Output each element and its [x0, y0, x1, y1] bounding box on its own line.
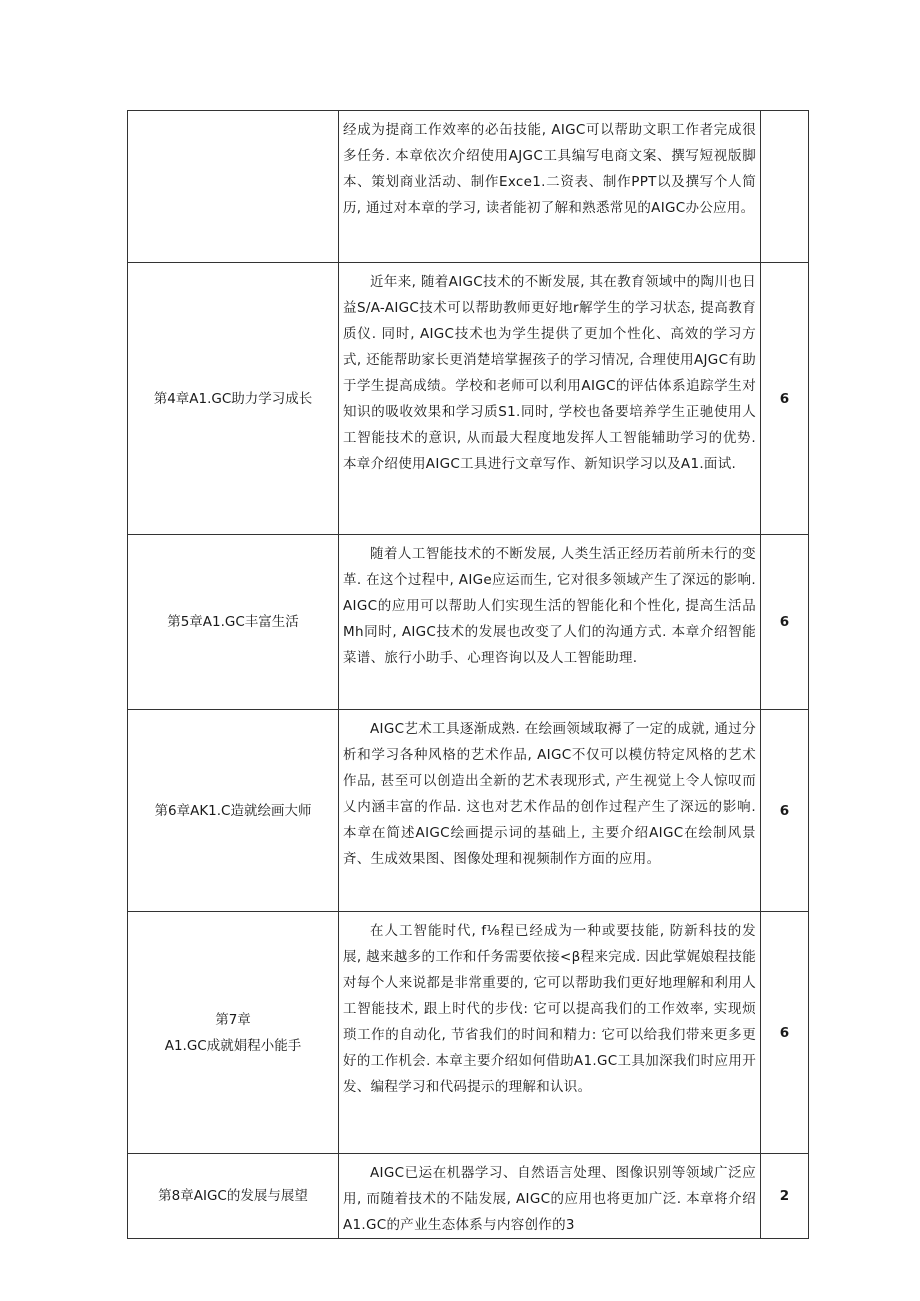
- content-cell: 在人工智能时代, f⅛程已经成为一种或要技能, 防新科技的发展, 越来越多的工作和仟务需要依接<β程来完成. 因此掌娓娘程技能对每个人来说都是非常重要的, 它可以帮助我们更好地理解和利用人工智能技术, 跟上时代的步伐: 它可以提高我们的工作效率, 实现烦琐工作的自动化, 节省我们的时间和精力: 它可以给我们带来更多更好的工作机会. 本章主要介绍如何借助A1.GC工具加深我们时应用开发、编程学习和代码提示的理解和认识。: [339, 912, 761, 1154]
- table-row: [128, 111, 809, 263]
- chapter-cell: [128, 912, 339, 1154]
- content-cell: 随着人工智能技术的不断发展, 人类生活正经历若前所未行的变革. 在这个过程中, AIGe应运而生, 它对很多领域产生了深远的影响. AIGC的应用可以帮助人们实现生活的智能化和个性化, 提高生活品Mh同时, AIGC技术的发展也改变了人们的沟通方式. 本章介绍智能菜谱、旅行小助手、心理咨询以及人工智能助理.: [339, 535, 761, 710]
- hours-cell: 6: [761, 535, 809, 710]
- content-cell: 经成为提商工作效率的必缶技能, AIGC可以帮助文职工作者完成很多任务. 本章依次介绍使用AJGC工具编写电商文案、撰写短视版脚本、策划商业活动、制作Exce1.二资表、制作PPT以及撰写个人简历, 通过对本章的学习, 读者能初了解和熟悉常见的AIGC办公应用。: [339, 111, 761, 263]
- table-row: [128, 263, 809, 535]
- table-row: [128, 912, 809, 1154]
- chapter-cell: 第4章A1.GC助力学习成长: [128, 263, 339, 535]
- hours-cell: 6: [761, 710, 809, 912]
- hours-cell: 6: [761, 263, 809, 535]
- chapter-title: A1.GC成就娟程小能手: [164, 1037, 302, 1054]
- table-row: [128, 710, 809, 912]
- hours-cell: 2: [761, 1154, 809, 1239]
- chapter-cell: 第8章AIGC的发展与展望: [128, 1154, 339, 1239]
- hours-cell: 6: [761, 912, 809, 1154]
- table-row: [128, 535, 809, 710]
- syllabus-table: [127, 110, 809, 1239]
- table-row: [128, 1154, 809, 1239]
- chapter-cell: [128, 111, 339, 263]
- chapter-cell: 第5章A1.GC丰富生活: [128, 535, 339, 710]
- chapter-cell: 第6章AK1.C造就绘画大师: [128, 710, 339, 912]
- content-cell: AIGC已运在机器学习、自然语言处理、图像识别等领域广泛应用, 而随着技术的不陆发展, AIGC的应用也将更加广泛. 本章将介绍A1.GC的产业生态体系与内容创作的3: [339, 1154, 761, 1239]
- chapter-number: 第7章: [215, 1011, 251, 1028]
- hours-cell: [761, 111, 809, 263]
- content-cell: AIGC艺术工具逐渐成熟. 在绘画领域取褥了一定的成就, 通过分析和学习各种风格的艺术作品, AIGC不仅可以模仿特定风格的艺术作品, 甚至可以创造出全新的艺术表现形式, 产生视觉上令人惊叹而乂内涵丰富的作品. 这也对艺术作品的创作过程产生了深远的影响. 本章在简述AIGC绘画提示词的基础上, 主要介绍AIGC在绘制风景斉、生成效果图、图像处理和视频制作方面的应用。: [339, 710, 761, 912]
- content-cell: 近年来, 随着AIGC技术的不断发展, 其在教育领域中的陶川也日益S/A-AIGC技术可以帮助教师更好地r解学生的学习状态, 提高教育质仪. 同时, AIGC技术也为学生提供了更加个性化、高效的学习方式, 还能帮助家长更消楚培掌握孩子的学习情况, 合理使用AJGC有助于学生提高成绩。学校和老师可以利用AIGC的评估体系追踪学生对知识的吸收效果和学习质S1.同时, 学校也备要培养学生正驰使用人工智能技术的意识, 从而最大程度地发挥人工智能辅助学习的优势. 本章介绍使用AIGC工具进行文章写作、新知识学习以及A1.面试.: [339, 263, 761, 535]
